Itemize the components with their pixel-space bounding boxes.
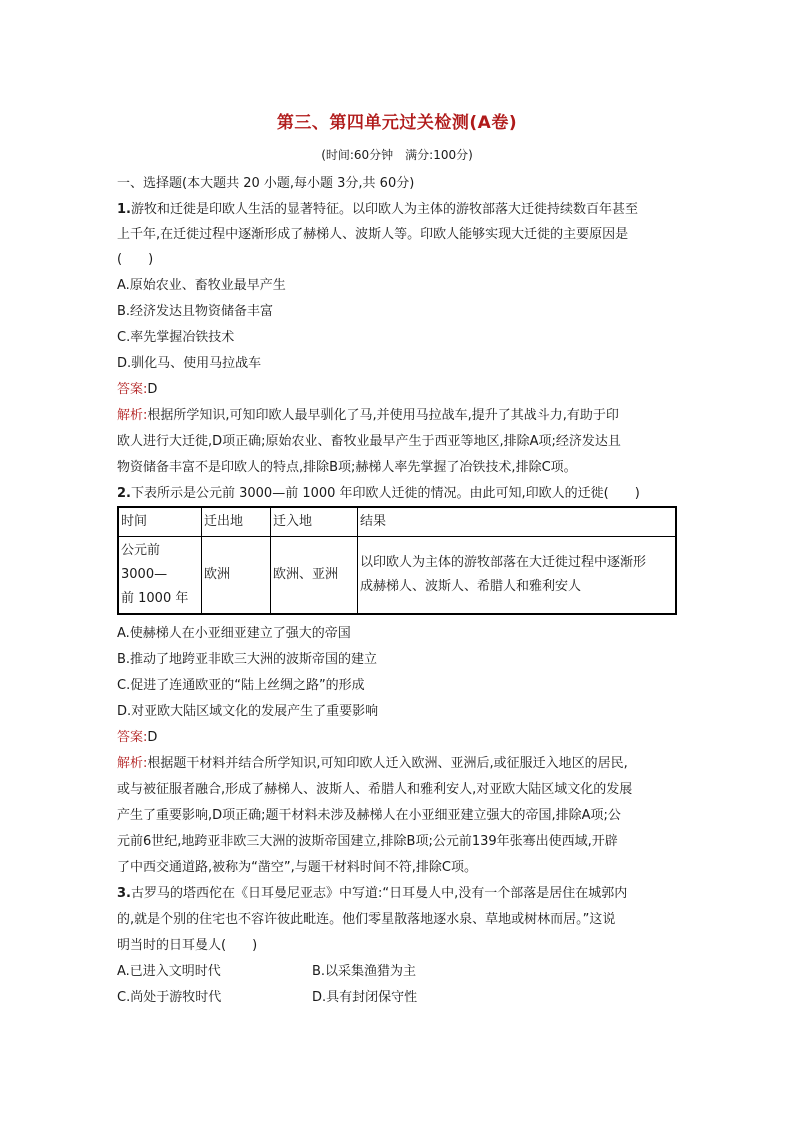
answer-label: 答案:: [117, 382, 148, 397]
question-number: 3.: [117, 886, 131, 901]
table-header-cell: 结果: [358, 507, 677, 537]
option-a: A.已进入文明时代: [117, 964, 221, 979]
analysis-line-2: 欧人进行大迁徙,D项正确;原始农业、畜牧业最早产生于西亚等地区,排除A项;经济发达且: [117, 434, 621, 449]
analysis-line-5: 了中西交通道路,被称为“凿空”,与题干材料时间不符,排除C项。: [117, 860, 477, 875]
analysis-line-1: [117, 752, 628, 771]
question-1-line-2: 上千年,在迁徙过程中逐渐形成了赫梯人、波斯人等。印欧人能够实现大迁徙的主要原因是: [117, 227, 629, 242]
analysis-text: 根据所学知识,可知印欧人最早驯化了马,并使用马拉战车,提升了其战斗力,有助于印: [147, 408, 619, 423]
cell-text: 成赫梯人、波斯人、希腊人和雅利安人: [360, 579, 582, 594]
question-3-line-1: [117, 882, 627, 901]
option-b: B.推动了地跨亚非欧三大洲的波斯帝国的建立: [117, 652, 378, 667]
question-text: 古罗马的塔西佗在《日耳曼尼亚志》中写道:“日耳曼人中,没有一个部落是居住在城郭内: [130, 886, 628, 901]
cell-text: 3000—: [121, 567, 168, 582]
analysis-line-1: [117, 404, 619, 423]
question-number: 1.: [117, 202, 131, 217]
option-a: A.原始农业、畜牧业最早产生: [117, 278, 286, 293]
question-number: 2.: [117, 486, 131, 501]
page-title: 第三、第四单元过关检测(A卷): [276, 113, 518, 133]
table-cell-time: [118, 537, 202, 615]
analysis-line-3: 产生了重要影响,D项正确;题干材料未涉及赫梯人在小亚细亚建立强大的帝国,排除A项;公: [117, 808, 621, 823]
question-3-line-2: 的,就是个别的住宅也不容许彼此毗连。他们零星散落地逐水泉、草地或树林而居。”这说: [117, 912, 616, 927]
analysis-label: 解析:: [117, 756, 148, 771]
question-text: 下表所示是公元前 3000—前 1000 年印欧人迁徙的情况。由此可知,印欧人的迁徙( ): [130, 486, 640, 501]
question-3-line-3: 明当时的日耳曼人( ): [117, 938, 258, 953]
cell-text: 前 1000 年: [121, 591, 189, 606]
table-header-cell: 时间: [118, 507, 202, 537]
option-d: D.具有封闭保守性: [312, 990, 418, 1005]
analysis-line-2: 或与被征服者融合,形成了赫梯人、波斯人、希腊人和雅利安人,对亚欧大陆区域文化的发展: [117, 782, 633, 797]
table-cell-result: [358, 537, 677, 615]
table-header-cell: 迁入地: [271, 507, 358, 537]
analysis-line-4: 元前6世纪,地跨亚非欧三大洲的波斯帝国建立,排除B项;公元前139年张骞出使西域,开辟: [117, 834, 618, 849]
option-a: A.使赫梯人在小亚细亚建立了强大的帝国: [117, 626, 351, 641]
migration-table: [117, 506, 677, 615]
answer-label: 答案:: [117, 730, 148, 745]
table-cell-from: 欧洲: [202, 537, 271, 615]
answer-value: D: [147, 730, 158, 745]
answer: [117, 378, 157, 397]
option-d: D.驯化马、使用马拉战车: [117, 356, 262, 371]
question-2-line-1: [117, 482, 640, 501]
analysis-line-3: 物资储备丰富不是印欧人的特点,排除B项;赫梯人率先掌握了冶铁技术,排除C项。: [117, 460, 577, 475]
option-c: C.尚处于游牧时代: [117, 990, 222, 1005]
question-text: 游牧和迁徙是印欧人生活的显著特征。以印欧人为主体的游牧部落大迁徙持续数百年甚至: [130, 202, 638, 217]
option-b: B.经济发达且物资储备丰富: [117, 304, 274, 319]
analysis-text: 根据题干材料并结合所学知识,可知印欧人迁入欧洲、亚洲后,或征服迁入地区的居民,: [147, 756, 628, 771]
option-d: D.对亚欧大陆区域文化的发展产生了重要影响: [117, 704, 379, 719]
analysis-label: 解析:: [117, 408, 148, 423]
table-cell-to: 欧洲、亚洲: [271, 537, 358, 615]
answer: [117, 726, 157, 745]
exam-time-score: (时间:60分钟 满分:100分): [321, 148, 473, 162]
answer-value: D: [147, 382, 158, 397]
question-1-line-1: [117, 198, 638, 217]
option-c: C.率先掌握冶铁技术: [117, 330, 235, 345]
option-c: C.促进了连通欧亚的“陆上丝绸之路”的形成: [117, 678, 365, 693]
cell-text: 以印欧人为主体的游牧部落在大迁徙过程中逐渐形: [360, 555, 647, 570]
table-row: [118, 537, 676, 615]
question-1-line-3: ( ): [117, 252, 154, 267]
option-b: B.以采集渔猎为主: [312, 964, 417, 979]
table-header-row: [118, 507, 676, 537]
section-heading: 一、选择题(本大题共 20 小题,每小题 3分,共 60分): [117, 176, 415, 191]
cell-text: 公元前: [121, 543, 161, 558]
table-header-cell: 迁出地: [202, 507, 271, 537]
